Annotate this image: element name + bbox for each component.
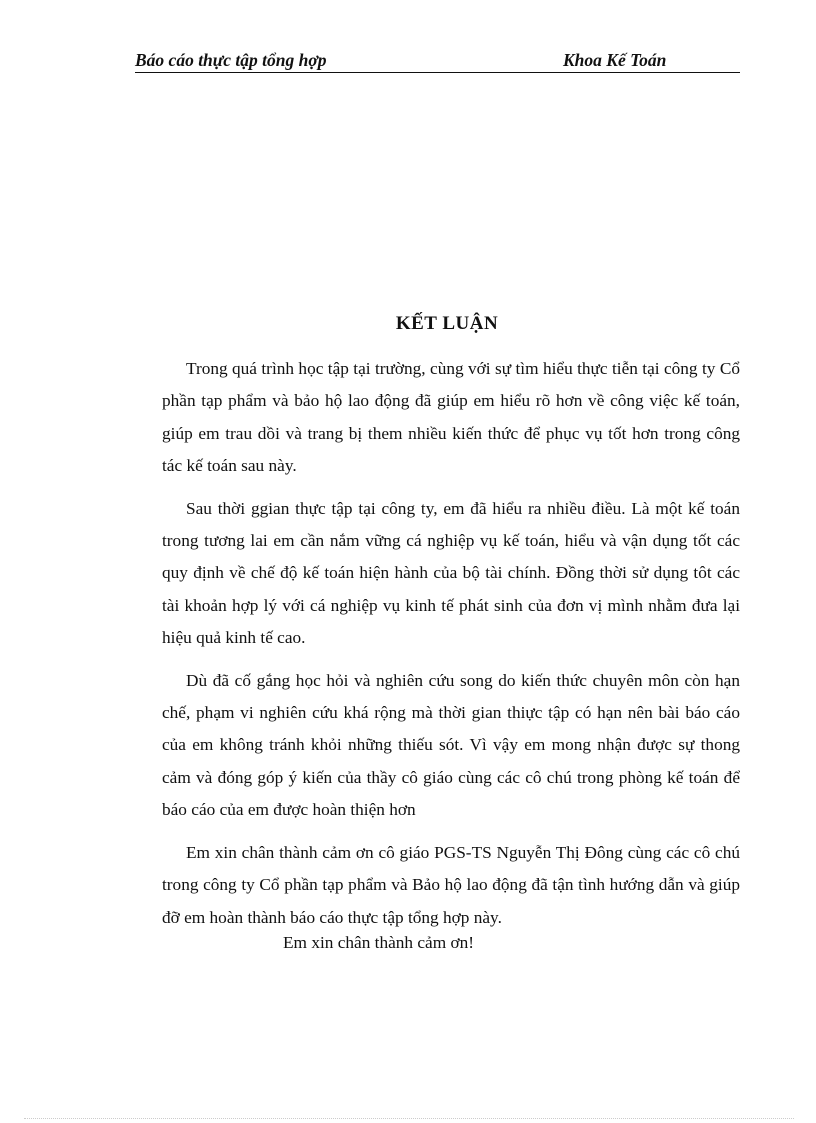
section-title: KẾT LUẬN	[395, 313, 499, 334]
paragraph-4: Em xin chân thành cảm ơn cô giáo PGS-TS Nguyễn Thị Đông cùng các cô chú trong công ty Cổ phần tạp phẩm và Bảo hộ lao động đã tận tình hướng dẫn và giúp đỡ em hoàn thành báo cáo thực tập tổng hợp này.	[162, 842, 740, 927]
page-bottom-divider	[24, 1118, 794, 1119]
body-text	[162, 353, 740, 944]
paragraph-1: Trong quá trình học tập tại trường, cùng với sự tìm hiểu thực tiễn tại công ty Cổ phần tạp phẩm và bảo hộ lao động đã giúp em hiểu rõ hơn về công việc kế toán, giúp em trau dồi và trang bị them nhiều kiến thức để phục vụ tốt hơn trong công tác kế toán sau này.	[162, 359, 740, 476]
paragraph-3: Dù đã cố gắng học hỏi và nghiên cứu song do kiến thức chuyên môn còn hạn chế, phạm vi nghiên cứu khá rộng mà thời gian thiực tập có hạn nên bài báo cáo của em không tránh khỏi những thiếu sót. Vì vậy em mong nhận được sự thong cảm và đóng góp ý kiến của thầy cô giáo cùng các cô chú trong phòng kế toán để báo cáo của em được hoàn thiện hơn	[162, 670, 740, 820]
header-department: Khoa Kế Toán	[563, 50, 667, 70]
paragraph-2: Sau thời ggian thực tập tại công ty, em đã hiểu ra nhiều điều. Là một kế toán trong tương lai em cần nắm vững cá nghiệp vụ kế toán, hiểu và vận dụng tốt các quy định về chế độ kế toán hiện hành của bộ tài chính. Đồng thời sử dụng tôt các tài khoản hợp lý với cá nghiệp vụ kinh tế phát sinh của đơn vị mình nhằm đưa lại hiệu quả kinh tế cao.	[162, 498, 740, 648]
header-report-title: Báo cáo thực tập tổng hợp	[135, 50, 327, 70]
page-header	[135, 48, 740, 73]
closing-line: Em xin chân thành cảm ơn!	[283, 933, 475, 952]
